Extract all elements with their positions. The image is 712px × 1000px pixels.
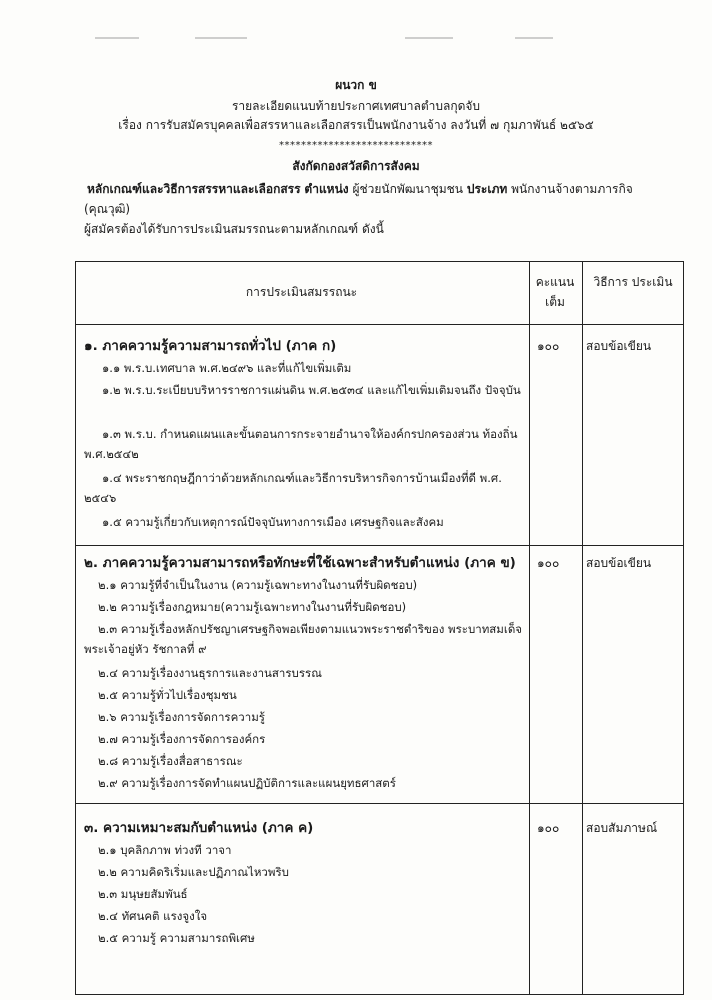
section-1-method: สอบข้อเขียน: [586, 339, 652, 353]
list-item: ๒.๕ ความรู้ทั่วไปเรื่องชุมชน: [98, 688, 237, 702]
scan-artifact-marks: [0, 37, 712, 45]
list-item: ๑.๔ พระราชกฤษฎีกาว่าด้วยหลักเกณฑ์และวิธีการบริหารกิจการบ้านเมืองที่ดี พ.ศ. ๒๕๔๖: [84, 471, 502, 505]
list-item: ๒.๖ ความรู้เรื่องการจัดการความรู้: [98, 710, 265, 724]
list-item: ๒.๘ ความรู้เรื่องสื่อสาธารณะ: [98, 754, 243, 768]
list-item: ๒.๑ ความรู้ที่จำเป็นในงาน (ความรู้เฉพาะทางในงานที่รับผิดชอบ): [98, 578, 418, 592]
section-3-method: สอบสัมภาษณ์: [586, 821, 658, 835]
header-score: คะแนน เต็ม: [535, 275, 575, 309]
list-item: ๑.๑ พ.ร.บ.เทศบาล พ.ศ.๒๔๙๖ และที่แก้ไขเพิ่มเติม: [102, 361, 352, 375]
list-item: ๒.๔ ทัศนคติ แรงจูงใจ: [98, 909, 208, 923]
list-item: ๑.๒ พ.ร.บ.ระเบียบบริหารราชการแผ่นดิน พ.ศ.๒๕๓๔ และแก้ไขเพิ่มเติมจนถึง ปัจจุบัน: [102, 383, 521, 397]
position-value: ผู้ช่วยนักพัฒนาชุมชน: [352, 182, 463, 196]
list-item: ๒.๓ มนุษยสัมพันธ์: [98, 887, 188, 901]
type-value: พนักงานจ้างตามภารกิจ: [511, 182, 633, 196]
section-2-title: ๒. ภาคความรู้ความสามารถหรือทักษะที่ใช้เฉพาะสำหรับตำแหน่ง (ภาค ข): [84, 555, 516, 571]
list-item: ๒.๙ ความรู้เรื่องการจัดทำแผนปฏิบัติการและแผนยุทธศาสตร์: [98, 776, 396, 790]
type-label: ประเภท: [466, 182, 508, 196]
star-divider: ****************************: [279, 140, 433, 151]
header-assessment: การประเมินสมรรถนะ: [245, 285, 358, 299]
announcement-subject: เรื่อง การรับสมัครบุคคลเพื่อสรรหาและเลือกสรรเป็นพนักงานจ้าง ลงวันที่ ๗ กุมภาพันธ์ ๒๕๖๕: [118, 118, 594, 132]
division-title: สังกัดกองสวัสดิการสังคม: [292, 159, 420, 173]
list-item: ๒.๒ ความรู้เรื่องกฎหมาย(ความรู้เฉพาะทางในงานที่รับผิดชอบ): [98, 600, 407, 614]
list-item: ๒.๔ ความรู้เรื่องงานธุรการและงานสารบรรณ: [98, 666, 322, 680]
position-label: ตำแหน่ง: [304, 182, 349, 196]
announcement-subtitle: รายละเอียดแนบท้ายประกาศเทศบาลตำบลกุดจับ: [231, 99, 481, 113]
list-item: ๒.๒ ความคิดริเริ่มและปฏิภาณไหวพริบ: [98, 865, 289, 879]
list-item: ๒.๓ ความรู้เรื่องหลักปรัชญาเศรษฐกิจพอเพียงตามแนวพระราชดำริของ พระบาทสมเด็จพระเจ้าอยู่หัว รัชกาลที่ ๙: [84, 622, 523, 656]
section-3-title: ๓. ความเหมาะสมกับตำแหน่ง (ภาค ค): [84, 820, 314, 836]
section-1-score: ๑๐๐: [537, 339, 560, 353]
list-item: ๒.๕ ความรู้ ความสามารถพิเศษ: [98, 931, 255, 945]
criteria-line: [87, 180, 633, 199]
criteria-label: หลักเกณฑ์และวิธีการสรรหาและเลือกสรร: [87, 182, 301, 196]
list-item: ๑.๓ พ.ร.บ. กำหนดแผนและขั้นตอนการกระจายอำนาจให้องค์กรปกครองส่วน ท้องถิ่น พ.ศ.๒๕๔๒: [84, 427, 518, 461]
header-method: วิธีการ ประเมิน: [593, 275, 673, 289]
assessment-note: ผู้สมัครต้องได้รับการประเมินสมรรถนะตามหลักเกณฑ์ ดังนี้: [84, 222, 384, 236]
list-item: ๒.๑ บุคลิกภาพ ท่วงที วาจา: [98, 843, 232, 857]
section-3-score: ๑๐๐: [537, 821, 560, 835]
annex-title: ผนวก ข: [335, 78, 377, 92]
qualification-note: (คุณวุฒิ): [84, 202, 131, 216]
list-item: ๑.๕ ความรู้เกี่ยวกับเหตุการณ์ปัจจุบันทางการเมือง เศรษฐกิจและสังคม: [102, 515, 444, 529]
section-2-score: ๑๐๐: [537, 556, 560, 570]
section-1-title: ๑. ภาคความรู้ความสามารถทั่วไป (ภาค ก): [84, 338, 337, 354]
list-item: ๒.๗ ความรู้เรื่องการจัดการองค์กร: [98, 732, 266, 746]
section-2-method: สอบข้อเขียน: [586, 556, 652, 570]
